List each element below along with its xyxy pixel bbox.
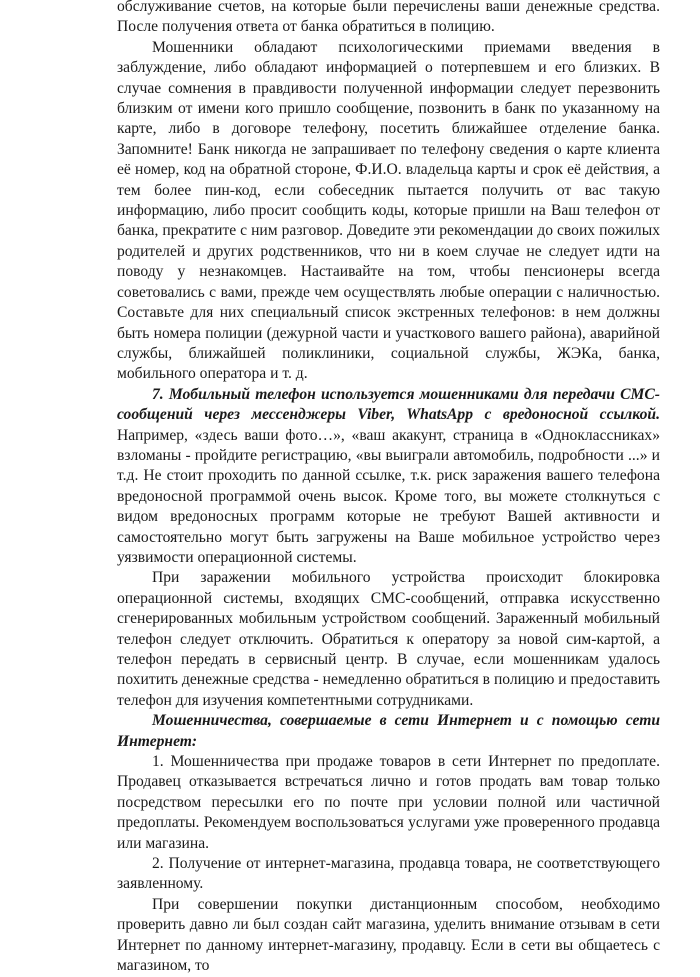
- paragraph-prepayment-fraud: 1. Мошенничества при продаже товаров в сети Интернет по предоплате. Продавец отказывается встречаться лично и готов продать вам товар только посредством пересылки его по почте при условии полной или частичной предоплаты. Рекомендуем воспользоваться услугами уже проверенного продавца или магазина.: [117, 753, 660, 852]
- paragraph-mobile-sms: [117, 385, 660, 569]
- paragraph-fraud-psychology: Мошенники обладают психологическими приемами введения в заблуждение, либо обладают информацией о потерпевшем и его близких. В случае сомнения в правдивости полученной информации следует перезвонить близким от имени кого пришло сообщение, позвонить в банк по указанному на карте, либо в договоре телефону, посетить ближайшее отделение банка. Запомните! Банк никогда не запрашивает по телефону сведения о карте клиента её номер, код на обратной стороне, Ф.И.О. владельца карты и срок её действия, а тем более пин-код, если собеседник пытается получить от вас такую информацию, либо просит сообщить коды, которые пришли на Ваш телефон от банка, прекратите с ним разговор. Доведите эти рекомендации до своих пожилых родителей и других родственников, что ни в коем случае не следует идти на поводу у незнакомцев. Настаивайте на том, чтобы пенсионеры всегда советовались с вами, прежде чем осуществлять любые операции с наличностью. Составьте для них специальный список экстренных телефонов: в нем должны быть номера полиции (дежурной части и участкового вашего района), аварийной службы, ближайшей поликлиники, социальной службы, ЖЭКа, банка, мобильного оператора и т. д.: [117, 38, 660, 383]
- section-heading-internet-fraud: Мошенничества, совершаемые в сети Интернет и с помощью сети Интернет:: [117, 712, 660, 750]
- paragraph-mobile-sms-text: Например, «здесь ваши фото…», «ваш акакунт, страница в «Одноклассниках» взломаны - пройдите регистрацию, «вы выиграли автомобиль, подробности ...» и т.д. Не стоит проходить по данной ссылке, т.к. риск заражения вашего телефона вредоносной программой очень высок. Кроме того, вы можете столкнуться с видом вредоносных программ которые не требуют Вашей активности и самостоятельно могут быть загружены на Ваше мобильное устройство через уязвимости операционной системы.: [117, 426, 660, 566]
- paragraph-wrong-goods: 2. Получение от интернет-магазина, продавца товара, не соответствующего заявленному.: [117, 855, 660, 893]
- paragraph-infection: При заражении мобильного устройства происходит блокировка операционной системы, входящих СМС-сообщений, отправка искусственно сгенерированных мобильным устройством сообщений. Зараженный мобильный телефон следует отключить. Обратиться к оператору за новой сим-картой, а телефон передать в сервисный центр. В случае, если мошенникам удалось похитить денежные средства - немедленно обратиться в полицию и предоставить телефон для изучения компетентными сотрудниками.: [117, 569, 660, 709]
- paragraph-bank-service: обслуживание счетов, на которые были перечислены ваши денежные средства. После получения ответа от банка обратиться в полицию.: [117, 0, 660, 36]
- document-body: [117, 0, 660, 977]
- section-7-title: 7. Мобильный телефон используется мошенниками для передачи СМС-сообщений через мессенджеры Viber, WhatsApp с вредоносной ссылкой.: [117, 385, 660, 424]
- paragraph-remote-purchase: При совершении покупки дистанционным способом, необходимо проверить давно ли был создан сайт магазина, уделить внимание отзывам в сети Интернет по данному интернет-магазину, продавцу. Если в сети вы общаетесь с магазином, то: [117, 895, 660, 975]
